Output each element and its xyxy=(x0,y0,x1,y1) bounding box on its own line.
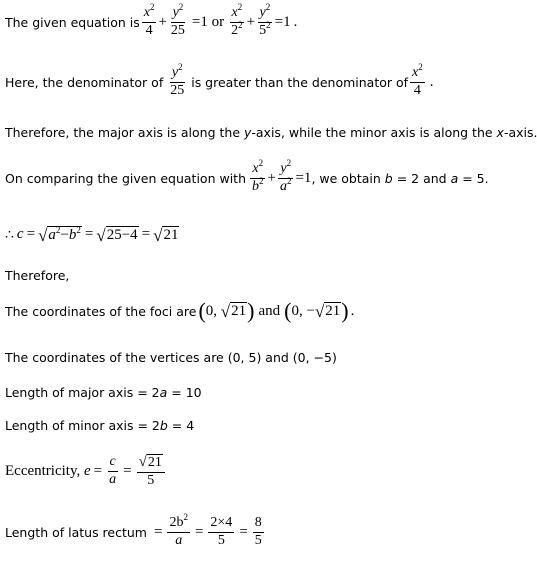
fraction: $\frac{c}{a}$ xyxy=(109,454,117,487)
square-root: √ 21 xyxy=(153,225,179,245)
line-eccentricity: Eccentricity, e = $\frac{c}{a}$ = √ 21 5 xyxy=(5,454,167,489)
line-major-axis: Length of major axis = 2 a = 10 xyxy=(5,385,202,400)
fraction: $\frac{2b^2}{a}$ xyxy=(169,512,188,548)
fraction: $\frac{x^2}{2^2}$ xyxy=(231,2,243,38)
line-therefore: Therefore, xyxy=(5,268,70,283)
line-comparing: On comparing the given equation with $\frac{x^2}{b^2}$ + $\frac{y^2}{a^2}$ =1 , we obtain b = 2 and a = 5. xyxy=(5,158,489,194)
fraction: $\frac{x^2}{4}$ xyxy=(143,2,155,38)
line-c-value: ∴ c = √ $a^2-b^2$ = √ 25−4 = √ 21 xyxy=(5,225,179,245)
fraction: $\frac{y^2}{25}$ xyxy=(170,62,185,98)
fraction: $\frac{y^2}{5^2}$ xyxy=(259,2,271,38)
square-root: √ $a^2-b^2$ xyxy=(38,225,81,245)
point: ( 0, √ 21 ) xyxy=(198,298,255,323)
line-foci: The coordinates of the foci are ( 0, √ 21 ) and ( 0, − √ 21 ) . xyxy=(5,298,355,323)
line-denominator: Here, the denominator of $\frac{y^2}{25}$ is greater than the denominator of $\frac{x^2}{4}$ . xyxy=(5,62,434,98)
fraction: $\frac{y^2}{a^2}$ xyxy=(279,158,292,194)
fraction: $\frac{x^2}{4}$ xyxy=(412,62,423,98)
square-root: √ 25−4 xyxy=(96,225,138,245)
point: ( 0, − √ 21 ) xyxy=(284,298,349,323)
fraction: √ 21 5 xyxy=(137,454,165,489)
text: The given equation is xyxy=(5,14,140,30)
line-axes: Therefore, the major axis is along the y -axis, while the minor axis is along the x -axis. xyxy=(5,125,537,140)
fraction: $\frac{2\times 4}{5}$ xyxy=(210,515,233,548)
line-minor-axis: Length of minor axis = 2 b = 4 xyxy=(5,418,195,433)
fraction: $\frac{x^2}{b^2}$ xyxy=(252,158,264,194)
line-given-equation: The given equation is $\frac{x^2}{4}$ + $\frac{y^2}{25}$ =1 or $\frac{x^2}{2^2}$ + $\frac{y^2}{5^2}$ =1 . xyxy=(5,2,298,38)
fraction: $\frac{8}{5}$ xyxy=(254,515,262,548)
line-vertices: The coordinates of the vertices are (0, 5) and (0, −5) xyxy=(5,350,337,365)
line-latus-rectum: Length of latus rectum = $\frac{2b^2}{a}$ = $\frac{2\times 4}{5}$ = $\frac{8}{5}$ xyxy=(5,512,262,548)
fraction: $\frac{y^2}{25}$ xyxy=(170,2,185,38)
